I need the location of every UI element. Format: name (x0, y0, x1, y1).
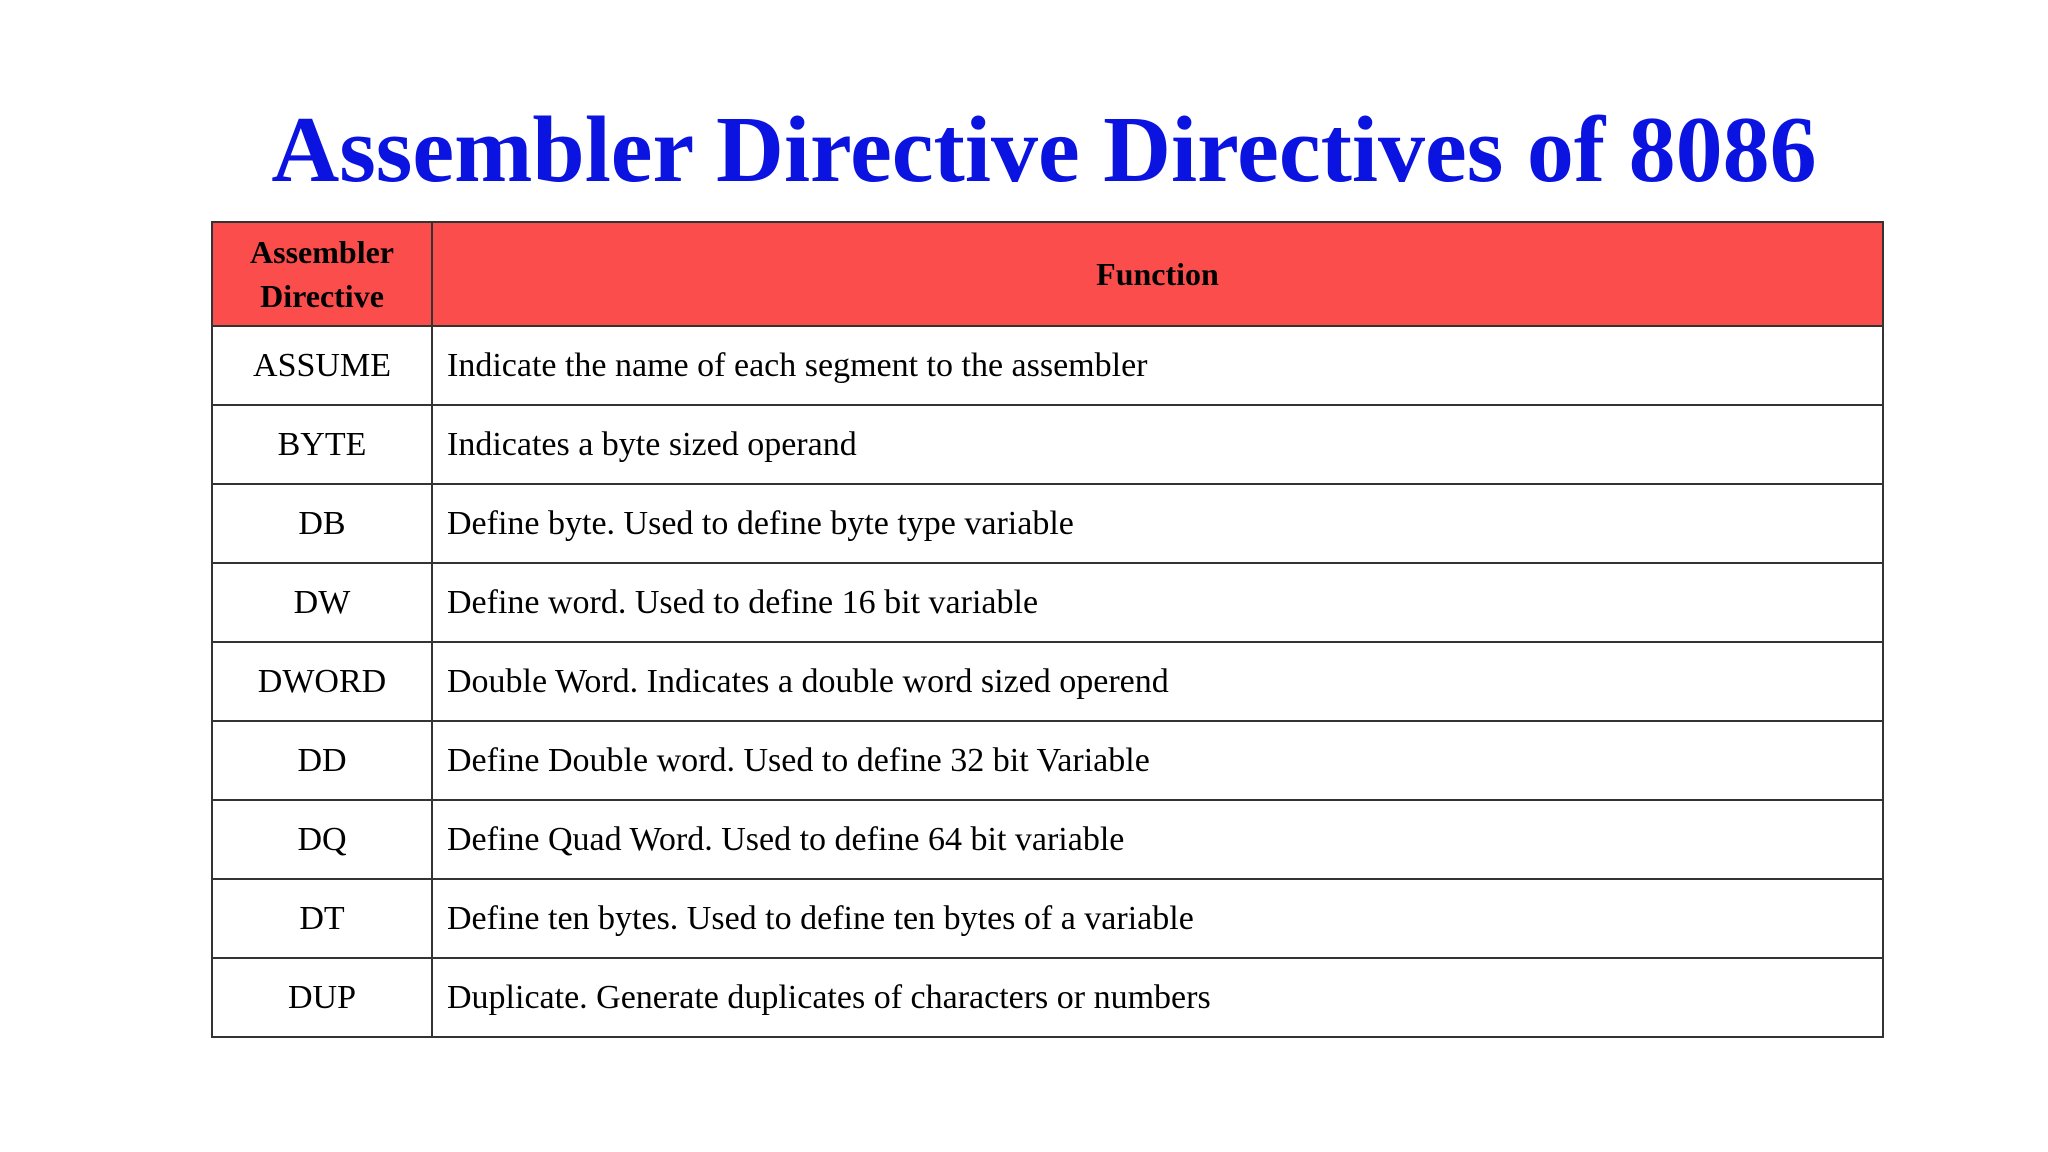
function-cell: Indicates a byte sized operand (432, 405, 1883, 484)
directive-cell: BYTE (212, 405, 432, 484)
page-title: Assembler Directive Directives of 8086 (271, 98, 1817, 202)
table-row (212, 879, 1883, 958)
directive-cell: DWORD (212, 642, 432, 721)
column-header-directive (212, 222, 432, 326)
directive-cell: DW (212, 563, 432, 642)
table-header-row (212, 222, 1883, 326)
function-cell: Duplicate. Generate duplicates of characters or numbers (432, 958, 1883, 1037)
directive-cell: ASSUME (212, 326, 432, 405)
function-cell: Define word. Used to define 16 bit variable (432, 563, 1883, 642)
table-row (212, 642, 1883, 721)
table-row (212, 405, 1883, 484)
directive-cell: DB (212, 484, 432, 563)
table-row (212, 721, 1883, 800)
table-row (212, 958, 1883, 1037)
table-row (212, 326, 1883, 405)
function-cell: Define byte. Used to define byte type variable (432, 484, 1883, 563)
function-cell: Define Quad Word. Used to define 64 bit variable (432, 800, 1883, 879)
table-row (212, 800, 1883, 879)
directive-cell: DT (212, 879, 432, 958)
directives-table (211, 221, 1884, 1038)
table-row (212, 484, 1883, 563)
directive-cell: DUP (212, 958, 432, 1037)
column-header-directive-line2: Directive (260, 278, 384, 314)
function-cell: Define ten bytes. Used to define ten bytes of a variable (432, 879, 1883, 958)
function-cell: Define Double word. Used to define 32 bit Variable (432, 721, 1883, 800)
directive-cell: DQ (212, 800, 432, 879)
function-cell: Indicate the name of each segment to the assembler (432, 326, 1883, 405)
column-header-function: Function (432, 222, 1883, 326)
table-row (212, 563, 1883, 642)
column-header-directive-line1: Assembler (250, 234, 394, 270)
directive-cell: DD (212, 721, 432, 800)
function-cell: Double Word. Indicates a double word sized operend (432, 642, 1883, 721)
